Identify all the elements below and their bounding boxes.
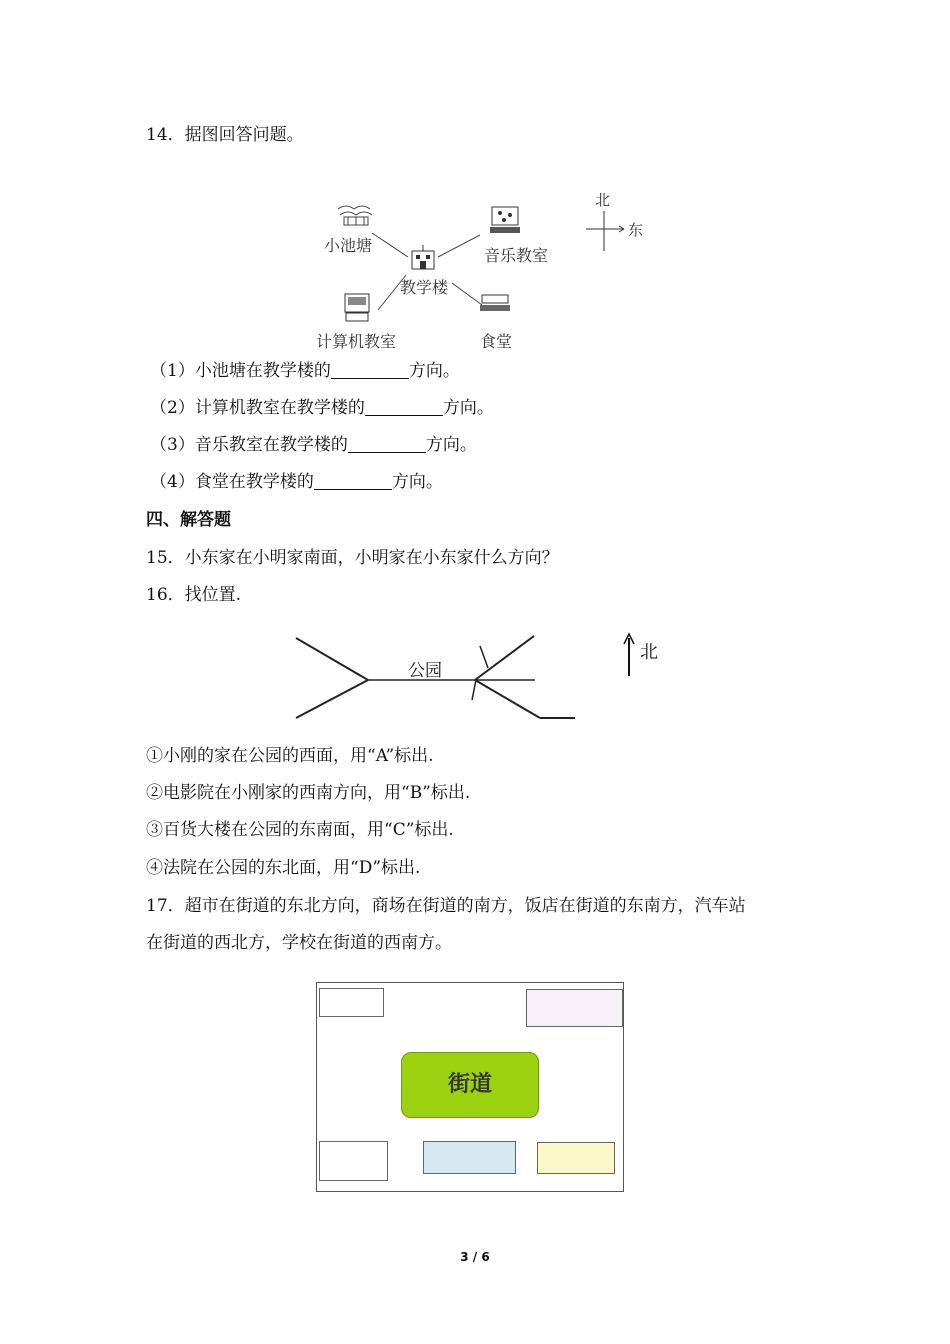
q15-text: 15．小东家在小明家南面，小明家在小东家什么方向？: [146, 548, 559, 568]
page-number: 3 / 6: [460, 1250, 490, 1264]
q16-item-4: ④法院在公园的东北面，用“D”标出.: [146, 858, 421, 878]
q14-sub-3: [150, 433, 477, 457]
q14-sub-2-text: （2）计算机教室在教学楼的: [150, 398, 365, 418]
q14-sub-3-end: 方向。: [425, 435, 477, 455]
box-northwest[interactable]: [319, 988, 384, 1017]
q16-item-2: ②电影院在小刚家的西南方向，用“B”标出.: [146, 783, 471, 803]
music-room-label: 音乐教室: [484, 246, 549, 265]
street-block: [401, 1052, 539, 1118]
canteen-picture: [478, 291, 512, 315]
pond-label: 小池塘: [324, 236, 373, 255]
box-southwest[interactable]: [319, 1141, 388, 1181]
music-room-picture: [488, 203, 522, 235]
q14-sub-2-end: 方向。: [442, 398, 494, 418]
q14-sub-1-blank[interactable]: [331, 361, 409, 379]
q16-title: 16．找位置.: [146, 585, 242, 605]
north-label: 北: [640, 642, 658, 663]
q14-sub-1: [150, 359, 460, 383]
q14-sub-3-text: （3）音乐教室在教学楼的: [150, 435, 348, 455]
q17-street-map: [316, 982, 624, 1192]
q16-map: [290, 628, 670, 728]
q14-map: [310, 185, 670, 355]
q14-sub-4-blank[interactable]: [314, 472, 392, 490]
computer-room-label: 计算机教室: [316, 332, 397, 351]
q14-sub-1-end: 方向。: [408, 361, 460, 381]
q17-line-1: 17．超市在街道的东北方向，商场在街道的南方，饭店在街道的东南方，汽车站: [146, 896, 746, 916]
box-southeast[interactable]: [537, 1142, 615, 1174]
section-heading: 四、解答题: [146, 510, 231, 530]
q17-line-2: 在街道的西北方，学校在街道的西南方。: [146, 933, 452, 953]
teaching-building-picture: [406, 243, 440, 271]
q14-sub-1-text: （1）小池塘在教学楼的: [150, 361, 331, 381]
q14-sub-4: [150, 470, 443, 494]
compass-north-label: 北: [595, 191, 611, 209]
q16-item-3: ③百货大楼在公园的东南面，用“C”标出.: [146, 820, 454, 840]
street-label: 街道: [447, 1072, 492, 1097]
q14-sub-2-blank[interactable]: [365, 398, 443, 416]
q16-road-lines: [290, 628, 670, 728]
q16-item-1: ①小刚的家在公园的西面，用“A”标出.: [146, 746, 434, 766]
q14-title: 14．据图回答问题。: [146, 125, 304, 145]
q14-sub-4-text: （4）食堂在教学楼的: [150, 472, 314, 492]
box-south[interactable]: [423, 1141, 516, 1174]
compass-east-label: 东: [628, 221, 644, 239]
q14-sub-4-end: 方向。: [391, 472, 443, 492]
q14-sub-2: [150, 396, 494, 420]
teaching-building-label: 教学楼: [400, 278, 449, 297]
computer-room-picture: [342, 291, 372, 323]
north-arrow-icon: [623, 632, 635, 678]
canteen-label: 食堂: [480, 332, 513, 351]
park-label: 公园: [408, 661, 442, 681]
box-northeast[interactable]: [526, 989, 623, 1027]
q14-sub-3-blank[interactable]: [348, 435, 426, 453]
pond-picture: [334, 201, 378, 229]
